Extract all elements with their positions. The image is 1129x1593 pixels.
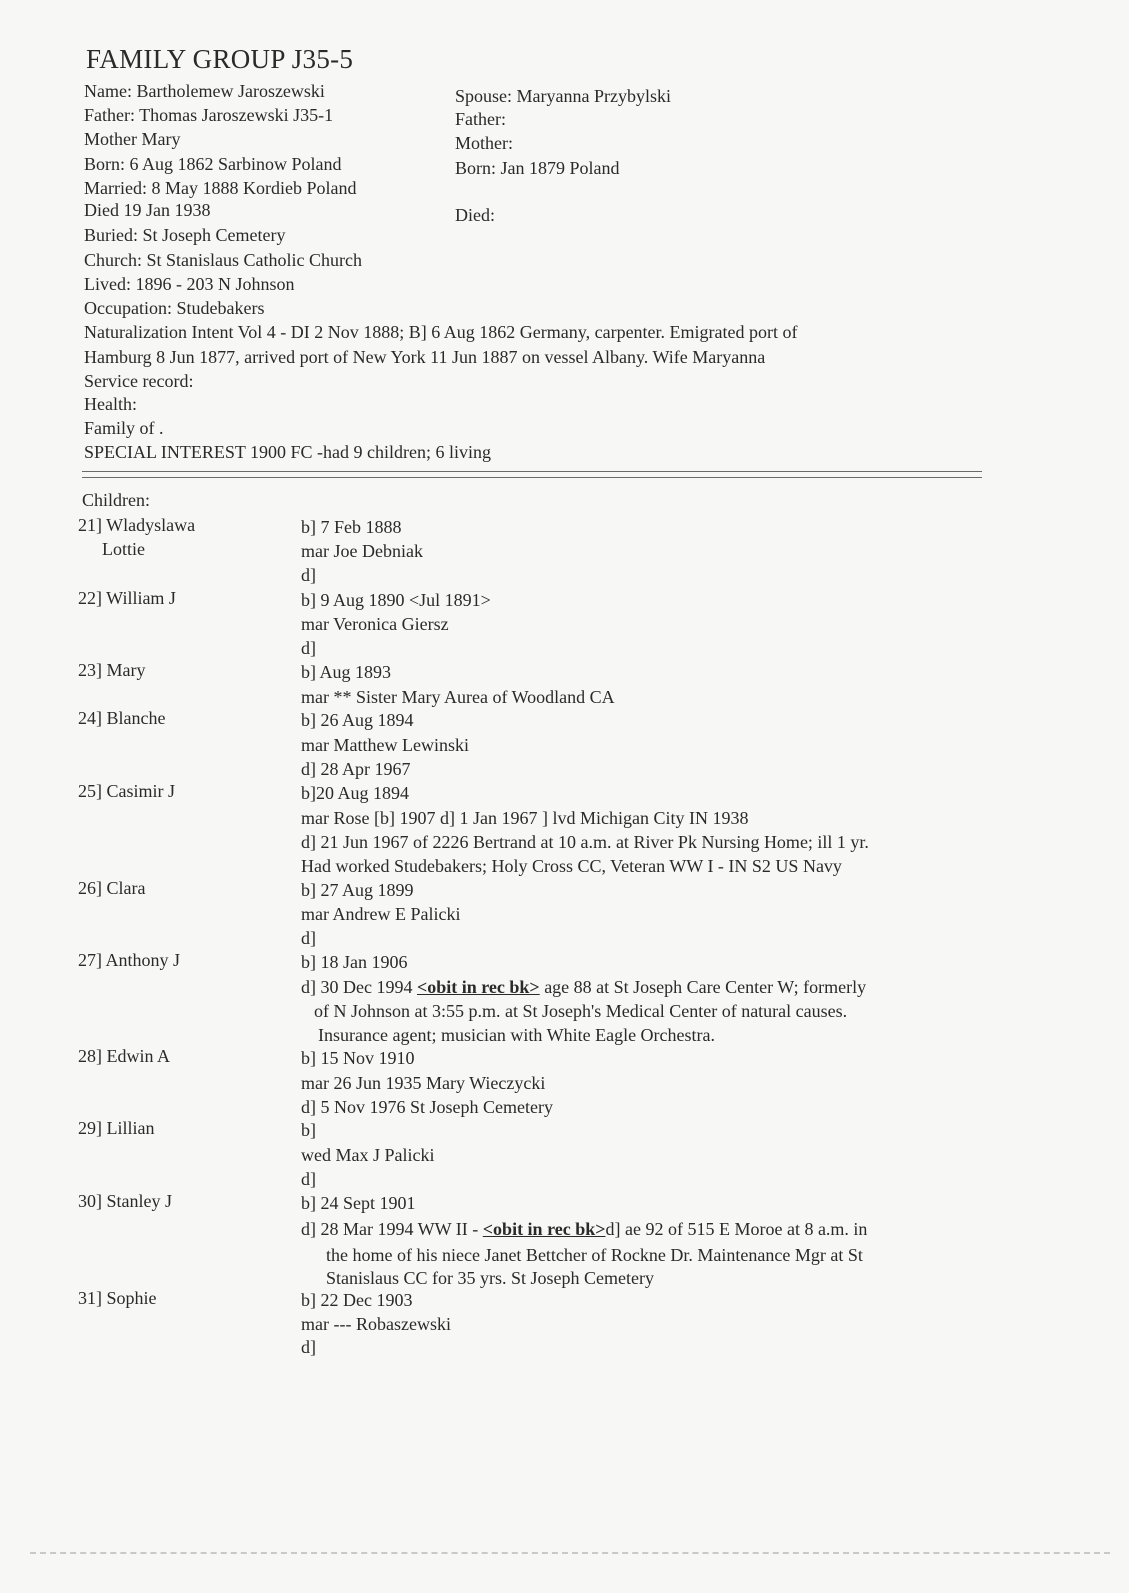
- service-record-field: Service record:: [84, 371, 194, 391]
- naturalization-line-1: Naturalization Intent Vol 4 - DI 2 Nov 1888; B] 6 Aug 1862 Germany, carpenter. Emigrated port of: [84, 322, 798, 342]
- child-married: mar Joe Debniak: [301, 541, 423, 561]
- child-name: 25] Casimir J: [78, 781, 175, 801]
- child-died-continued: the home of his niece Janet Bettcher of Rockne Dr. Maintenance Mgr at St: [326, 1245, 863, 1265]
- born-field: Born: 6 Aug 1862 Sarbinow Poland: [84, 154, 342, 174]
- child-married: mar --- Robaszewski: [301, 1314, 451, 1334]
- child-died-continued: Stanislaus CC for 35 yrs. St Joseph Cemetery: [326, 1268, 654, 1288]
- church-field: Church: St Stanislaus Catholic Church: [84, 250, 362, 270]
- child-married: mar Rose [b] 1907 d] 1 Jan 1967 ] lvd Michigan City IN 1938: [301, 808, 749, 828]
- family-of-field: Family of .: [84, 418, 164, 438]
- child-born: b]: [301, 1120, 316, 1140]
- child-name: 22] William J: [78, 588, 176, 608]
- page-title: FAMILY GROUP J35-5: [86, 44, 354, 74]
- child-born: b] 24 Sept 1901: [301, 1193, 416, 1213]
- child-born: b] 22 Dec 1903: [301, 1290, 413, 1310]
- spouse-born-field: Born: Jan 1879 Poland: [455, 158, 620, 178]
- child-died: [301, 1218, 867, 1240]
- child-married: wed Max J Palicki: [301, 1145, 435, 1165]
- child-name: 26] Clara: [78, 878, 146, 898]
- obit-link[interactable]: <obit in rec bk>: [416, 977, 540, 997]
- child-name: 21] Wladyslawa: [78, 515, 196, 535]
- naturalization-line-2: Hamburg 8 Jun 1877, arrived port of New York 11 Jun 1887 on vessel Albany. Wife Maryanna: [84, 347, 766, 367]
- child-name: 30] Stanley J: [78, 1191, 172, 1211]
- child-died-continued: Had worked Studebakers; Holy Cross CC, Veteran WW I - IN S2 US Navy: [301, 856, 842, 876]
- child-died-continued: of N Johnson at 3:55 p.m. at St Joseph's Medical Center of natural causes.: [314, 1001, 848, 1021]
- father-field: Father: Thomas Jaroszewski J35-1: [84, 105, 334, 125]
- double-divider: [82, 471, 982, 478]
- death-text-continued: d] ae 92 of 515 E Moroe at 8 a.m. in: [605, 1219, 868, 1239]
- child-married: mar Veronica Giersz: [301, 614, 449, 634]
- buried-field: Buried: St Joseph Cemetery: [84, 225, 286, 245]
- child-died: d]: [301, 1337, 316, 1357]
- spouse-died-field: Died:: [455, 205, 495, 225]
- children-label: Children:: [82, 490, 150, 510]
- child-name: 29] Lillian: [78, 1118, 155, 1138]
- obit-link[interactable]: <obit in rec bk>: [482, 1219, 606, 1239]
- child-born: b] 15 Nov 1910: [301, 1048, 415, 1068]
- name-field: Name: Bartholemew Jaroszewski: [84, 81, 325, 101]
- spouse-mother-field: Mother:: [455, 133, 513, 153]
- child-name: 23] Mary: [78, 660, 146, 680]
- married-field: Married: 8 May 1888 Kordieb Poland: [84, 178, 357, 198]
- special-interest-field: SPECIAL INTEREST 1900 FC -had 9 children; 6 living: [84, 442, 491, 462]
- child-born: b] 26 Aug 1894: [301, 710, 414, 730]
- death-text: d] 28 Mar 1994 WW II -: [301, 1219, 483, 1239]
- occupation-field: Occupation: Studebakers: [84, 298, 265, 318]
- child-died: d]: [301, 638, 316, 658]
- death-text: d] 30 Dec 1994: [301, 977, 417, 997]
- child-married: mar Andrew E Palicki: [301, 904, 461, 924]
- child-died-continued: Insurance agent; musician with White Eagle Orchestra.: [318, 1025, 716, 1045]
- child-died: d] 5 Nov 1976 St Joseph Cemetery: [301, 1097, 553, 1117]
- death-text-continued: age 88 at St Joseph Care Center W; formerly: [539, 977, 867, 997]
- child-died: d]: [301, 928, 316, 948]
- lived-field: Lived: 1896 - 203 N Johnson: [84, 274, 295, 294]
- spouse-field: Spouse: Maryanna Przybylski: [455, 86, 671, 106]
- child-died: d] 21 Jun 1967 of 2226 Bertrand at 10 a.m. at River Pk Nursing Home; ill 1 yr.: [301, 832, 869, 852]
- child-married: mar Matthew Lewinski: [301, 735, 469, 755]
- child-died: d] 28 Apr 1967: [301, 759, 411, 779]
- child-born: b]20 Aug 1894: [301, 783, 409, 803]
- spouse-father-field: Father:: [455, 109, 506, 129]
- mother-field: Mother Mary: [84, 129, 181, 149]
- child-died: [301, 976, 866, 998]
- child-married: mar 26 Jun 1935 Mary Wieczycki: [301, 1073, 546, 1093]
- child-name: 31] Sophie: [78, 1288, 157, 1308]
- died-field: Died 19 Jan 1938: [84, 200, 211, 220]
- child-born: b] 27 Aug 1899: [301, 880, 414, 900]
- child-name: 28] Edwin A: [78, 1046, 170, 1066]
- child-name: 24] Blanche: [78, 708, 166, 728]
- child-alt-name: Lottie: [102, 539, 145, 559]
- health-field: Health:: [84, 394, 137, 414]
- child-died: d]: [301, 565, 316, 585]
- child-died: d]: [301, 1169, 316, 1189]
- child-married: mar ** Sister Mary Aurea of Woodland CA: [301, 687, 615, 707]
- child-name: 27] Anthony J: [78, 950, 181, 970]
- child-born: b] 9 Aug 1890 <Jul 1891>: [301, 590, 491, 610]
- child-born: b] Aug 1893: [301, 662, 391, 682]
- child-born: b] 7 Feb 1888: [301, 517, 402, 537]
- page-footer-rule: [30, 1552, 1110, 1554]
- child-born: b] 18 Jan 1906: [301, 952, 408, 972]
